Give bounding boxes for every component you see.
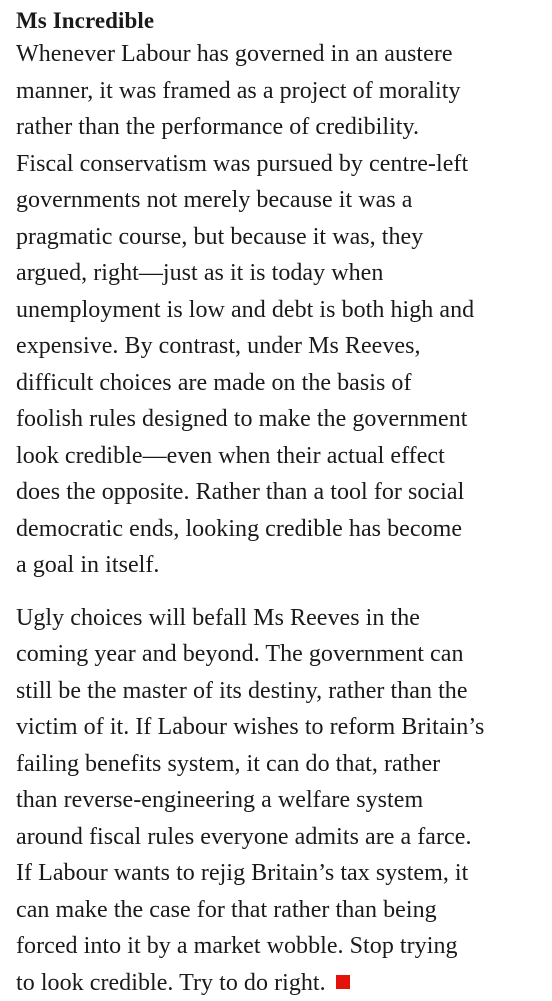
paragraph-1-line: pragmatic course, but because it was, they: [16, 219, 532, 256]
paragraph-1-line: Fiscal conservatism was pursued by centre-left: [16, 146, 532, 183]
paragraph-2-line: than reverse-engineering a welfare system: [16, 782, 532, 819]
paragraph-1-line: does the opposite. Rather than a tool for social: [16, 474, 532, 511]
paragraph-1-line: governments not merely because it was a: [16, 182, 532, 219]
paragraph-2-line: failing benefits system, it can do that, rather: [16, 746, 532, 783]
paragraph-2-last-line-text: to look credible. Try to do right.: [16, 970, 326, 996]
paragraph-1-line: rather than the performance of credibility.: [16, 109, 532, 146]
article-paragraph-1: [16, 36, 532, 584]
paragraph-1-line: unemployment is low and debt is both high and: [16, 292, 532, 329]
paragraph-2-line: Ugly choices will befall Ms Reeves in the: [16, 600, 532, 637]
paragraph-1-line: manner, it was framed as a project of morality: [16, 73, 532, 110]
article-paragraph-2: [16, 600, 532, 1001]
paragraph-2-line: still be the master of its destiny, rather than the: [16, 673, 532, 710]
paragraph-2-line: victim of it. If Labour wishes to reform Britain’s: [16, 709, 532, 746]
paragraph-1-line: look credible—even when their actual effect: [16, 438, 532, 475]
paragraph-1-line: Whenever Labour has governed in an austere: [16, 36, 532, 73]
paragraph-2-line: If Labour wants to rejig Britain’s tax system, it: [16, 855, 532, 892]
paragraph-2-line: can make the case for that rather than being: [16, 892, 532, 929]
paragraph-1-line: difficult choices are made on the basis of: [16, 365, 532, 402]
paragraph-1-line: democratic ends, looking credible has become: [16, 511, 532, 548]
paragraph-1-line: foolish rules designed to make the government: [16, 401, 532, 438]
paragraph-2-line: forced into it by a market wobble. Stop trying: [16, 928, 532, 965]
paragraph-2-line: around fiscal rules everyone admits are a farce.: [16, 819, 532, 856]
red-square-end-mark-icon: [336, 975, 350, 989]
paragraph-2-line: coming year and beyond. The government can: [16, 636, 532, 673]
paragraph-1-line: expensive. By contrast, under Ms Reeves,: [16, 328, 532, 365]
paragraph-1-line: argued, right—just as it is today when: [16, 255, 532, 292]
article-subheading: Ms Incredible: [16, 6, 532, 36]
paragraph-1-line: a goal in itself.: [16, 547, 532, 584]
paragraph-2-line-last: [16, 965, 532, 1001]
